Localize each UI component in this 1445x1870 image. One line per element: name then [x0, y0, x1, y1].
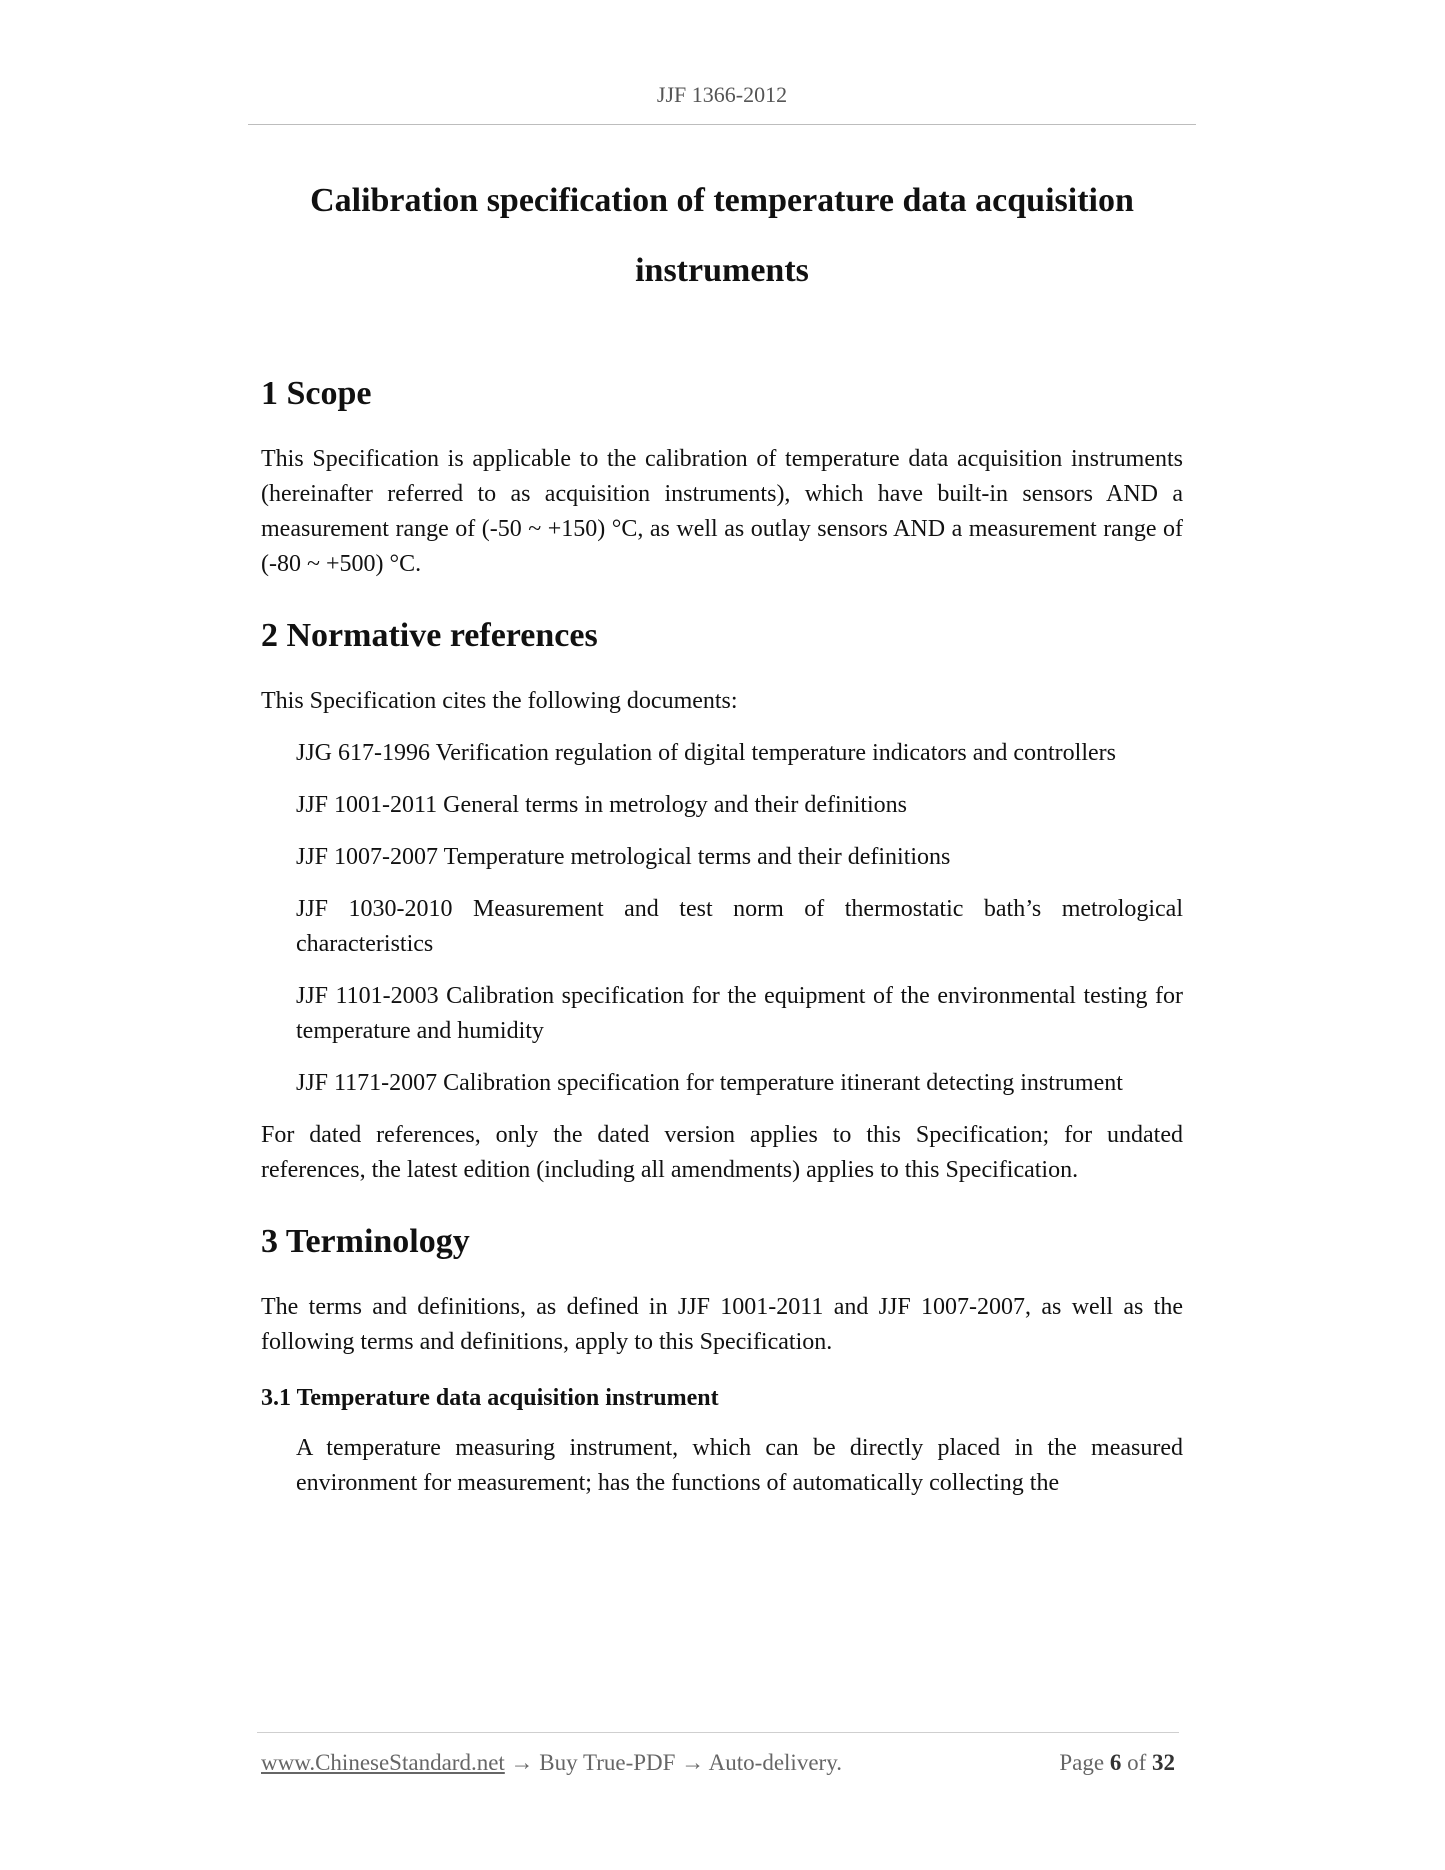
- section-heading-normative-references: 2 Normative references: [261, 617, 598, 654]
- website-link[interactable]: www.ChineseStandard.net: [261, 1750, 505, 1775]
- document-title: [248, 166, 1196, 306]
- buy-pdf-text: Buy True-PDF: [539, 1750, 676, 1775]
- normative-closing-paragraph: For dated references, only the dated version applies to this Specification; for undated references, the latest edition (including all amendments) applies to this Specification.: [261, 1122, 1183, 1183]
- section-heading-terminology: 3 Terminology: [261, 1223, 470, 1260]
- arrow-right-icon: →: [681, 1750, 705, 1775]
- terminology-intro-paragraph: The terms and definitions, as defined in JJF 1001-2011 and JJF 1007-2007, as well as the following terms and definitions, apply to this Specification.: [261, 1294, 1183, 1355]
- document-title-line-2: instruments: [635, 252, 809, 289]
- arrow-right-icon: →: [510, 1750, 534, 1775]
- reference-item: JJF 1171-2007 Calibration specification for temperature itinerant detecting instrument: [296, 1070, 1123, 1096]
- reference-item: JJF 1101-2003 Calibration specification for the equipment of the environmental testing for temperature and humidity: [296, 983, 1183, 1044]
- scope-paragraph: This Specification is applicable to the calibration of temperature data acquisition instruments (hereinafter referred to as acquisition instruments), which have built-in sensors AND a measurement range of (-50 ~ +150) °C, as well as outlay sensors AND a measurement range of (-80 ~ +500) °C.: [261, 446, 1183, 577]
- footer-divider: [257, 1732, 1179, 1733]
- footer-promo: [261, 1750, 842, 1776]
- auto-delivery-text: Auto-delivery.: [708, 1750, 842, 1775]
- page-content: [261, 372, 1183, 1501]
- reference-item: JJF 1007-2007 Temperature metrological terms and their definitions: [296, 844, 951, 870]
- reference-item: JJG 617-1996 Verification regulation of digital temperature indicators and controllers: [296, 740, 1116, 766]
- header-divider: [248, 124, 1196, 125]
- running-header: JJF 1366-2012: [656, 82, 788, 107]
- normative-intro-paragraph: This Specification cites the following documents:: [261, 688, 738, 714]
- reference-item: JJF 1030-2010 Measurement and test norm of thermostatic bath’s metrological characteristics: [296, 896, 1183, 957]
- page-current: 6: [1109, 1750, 1122, 1775]
- page-of-label: of: [1127, 1750, 1147, 1775]
- page-label: Page: [1059, 1750, 1105, 1775]
- section-heading-scope: 1 Scope: [261, 375, 372, 412]
- reference-item: JJF 1001-2011 General terms in metrology and their definitions: [296, 792, 908, 818]
- subsection-3-1-paragraph: A temperature measuring instrument, which can be directly placed in the measured environment for measurement; has the functions of automatically collecting the: [296, 1435, 1183, 1496]
- page-total: 32: [1152, 1750, 1175, 1775]
- page-number: [1059, 1750, 1175, 1776]
- subsection-heading-3-1: 3.1 Temperature data acquisition instrument: [261, 1385, 719, 1411]
- document-title-line-1: Calibration specification of temperature data acquisition: [310, 182, 1134, 219]
